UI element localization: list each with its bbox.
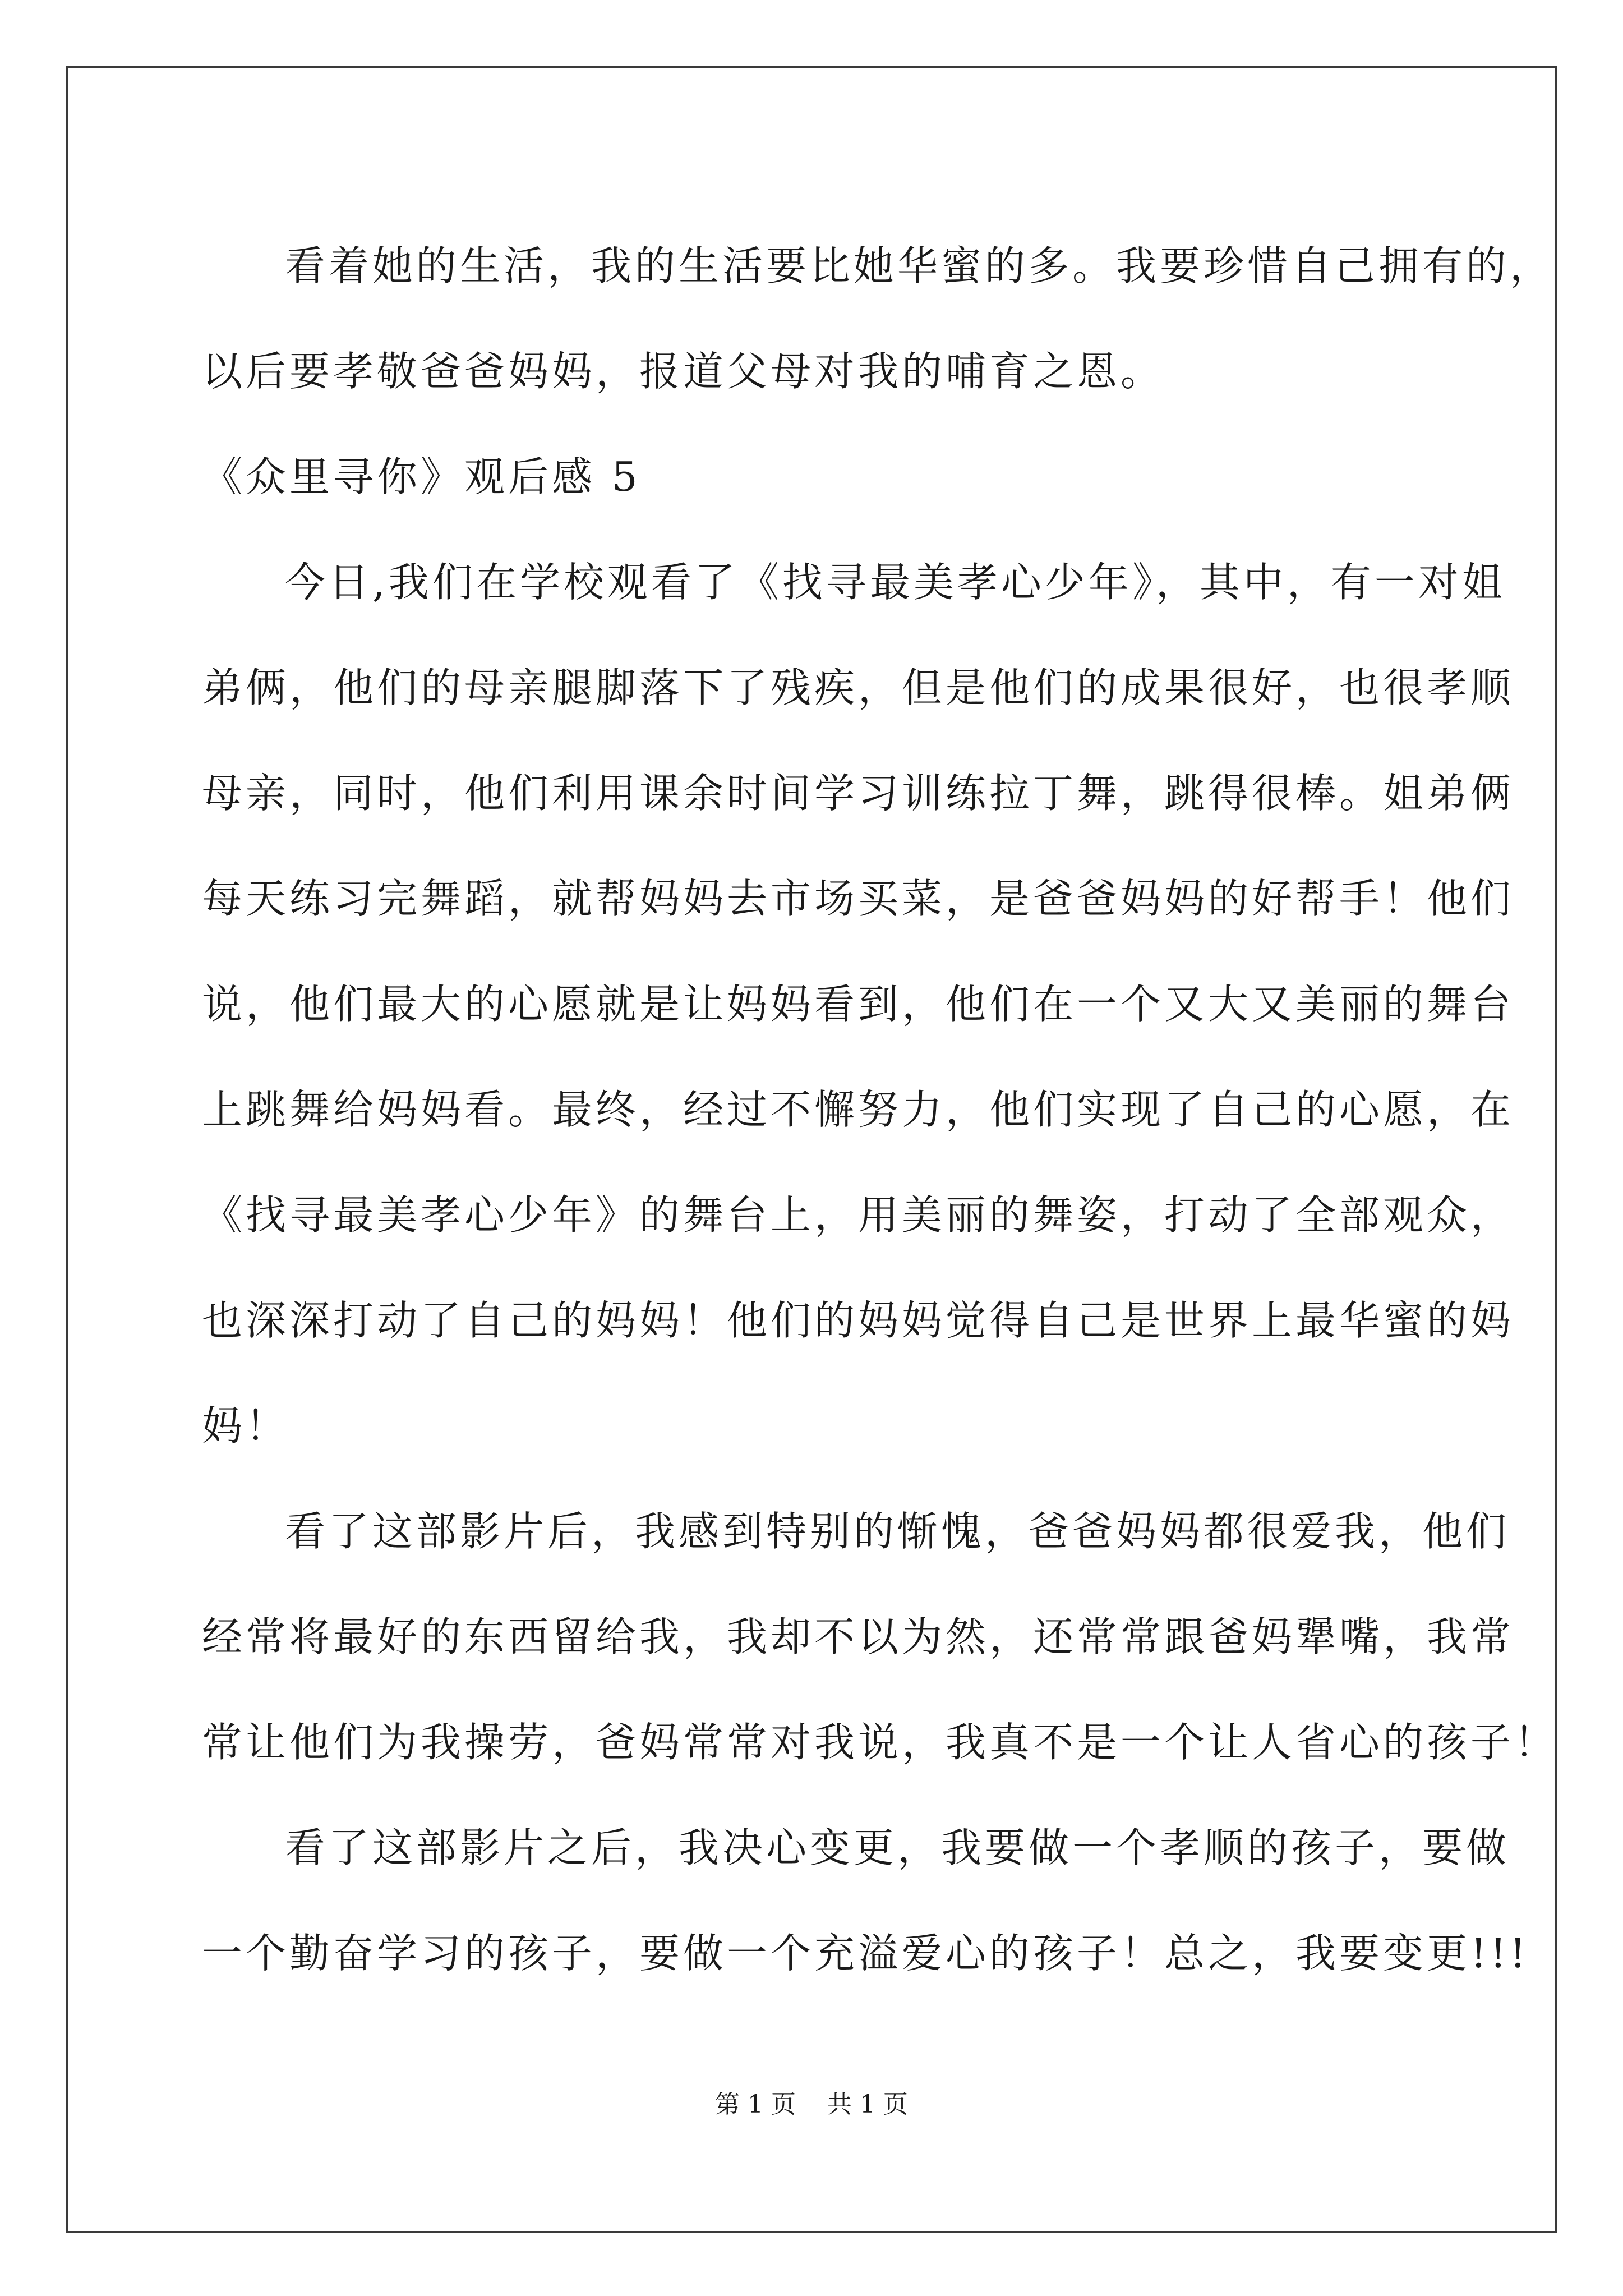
- paragraph-line: 妈！: [202, 1402, 290, 1450]
- paragraph-line: 看了这部影片后，我感到特别的惭愧，爸爸妈妈都很爱我，他们: [285, 1508, 1510, 1555]
- paragraph-line: 弟俩，他们的母亲腿脚落下了残疾，但是他们的成果很好，也很孝顺: [202, 664, 1515, 711]
- paragraph-line: 看着她的生活，我的生活要比她华蜜的多。我要珍惜自己拥有的，: [285, 242, 1554, 289]
- paragraph-line: 《找寻最美孝心少年》的舞台上，用美丽的舞姿，打动了全部观众，: [202, 1191, 1515, 1239]
- section-heading: 《众里寻你》观后感 5: [202, 453, 641, 500]
- paragraph-line: 以后要孝敬爸爸妈妈，报道父母对我的哺育之恩。: [202, 348, 1165, 395]
- paragraph-line: 一个勤奋学习的孩子，要做一个充溢爱心的孩子！总之，我要变更!!!: [202, 1930, 1529, 1977]
- paragraph-line: 常让他们为我操劳，爸妈常常对我说，我真不是一个让人省心的孩子！: [202, 1719, 1559, 1766]
- page-footer: 第 1 页 共 1 页: [715, 2090, 908, 2119]
- paragraph-line: 也深深打动了自己的妈妈！他们的妈妈觉得自己是世界上最华蜜的妈: [202, 1297, 1515, 1344]
- paragraph-line: 看了这部影片之后，我决心变更，我要做一个孝顺的孩子，要做: [285, 1824, 1510, 1871]
- paragraph-line: 母亲，同时，他们利用课余时间学习训练拉丁舞，跳得很棒。姐弟俩: [202, 770, 1515, 817]
- paragraph-line: 今日,我们在学校观看了《找寻最美孝心少年》，其中，有一对姐: [285, 559, 1506, 606]
- paragraph-line: 说，他们最大的心愿就是让妈妈看到，他们在一个又大又美丽的舞台: [202, 981, 1515, 1028]
- document-body: [202, 213, 1559, 2006]
- paragraph-line: 经常将最好的东西留给我，我却不以为然，还常常跟爸妈犟嘴，我常: [202, 1613, 1515, 1660]
- paragraph-line: 上跳舞给妈妈看。最终，经过不懈努力，他们实现了自己的心愿，在: [202, 1086, 1515, 1133]
- paragraph-line: 每天练习完舞蹈，就帮妈妈去市场买菜，是爸爸妈妈的好帮手！他们: [202, 875, 1515, 922]
